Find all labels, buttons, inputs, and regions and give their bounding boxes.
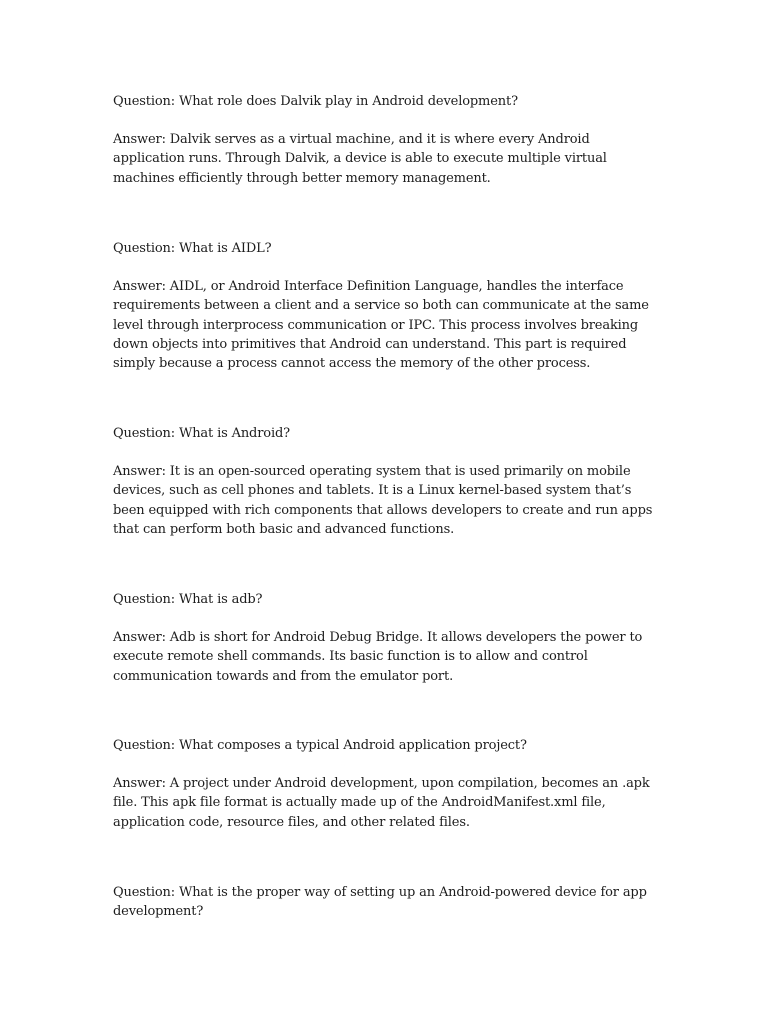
qa-block-adb <box>113 590 658 686</box>
answer-text: Answer: A project under Android development, upon compilation, becomes an .apk file. This apk file format is actually made up of the AndroidManifest.xml file, application code, resource files, and other related files. <box>113 776 650 830</box>
qa-block-device-setup <box>113 883 658 921</box>
question-text: Question: What is the proper way of setting up an Android-powered device for app development? <box>113 885 647 920</box>
qa-block-project <box>113 736 658 832</box>
question-text: Question: What composes a typical Android application project? <box>113 738 527 753</box>
question-text: Question: What is adb? <box>113 592 263 607</box>
question-text: Question: What is Android? <box>113 426 290 441</box>
answer-text: Answer: Adb is short for Android Debug Bridge. It allows developers the power to execute remote shell commands. Its basic function is to allow and control communication towards and from the emulator port. <box>113 630 643 684</box>
question-text: Question: What is AIDL? <box>113 241 272 256</box>
answer-text: Answer: It is an open-sourced operating system that is used primarily on mobile devices, such as cell phones and tablets. It is a Linux kernel-based system that’s been equipped with rich components that allows developers to create and run apps that can perform both basic and advanced functions. <box>113 464 653 537</box>
answer-text: Answer: AIDL, or Android Interface Definition Language, handles the interface requirements between a client and a service so both can communicate at the same level through interprocess communication or IPC. This process involves breaking down objects into primitives that Android can understand. This part is required simply because a process cannot access the memory of the other process. <box>113 279 649 372</box>
qa-block-dalvik <box>113 92 658 188</box>
question-text: Question: What role does Dalvik play in Android development? <box>113 94 518 109</box>
answer-text: Answer: Dalvik serves as a virtual machine, and it is where every Android application runs. Through Dalvik, a device is able to execute multiple virtual machines efficiently through better memory management. <box>113 132 607 186</box>
qa-block-aidl <box>113 239 658 373</box>
qa-block-android <box>113 424 658 539</box>
